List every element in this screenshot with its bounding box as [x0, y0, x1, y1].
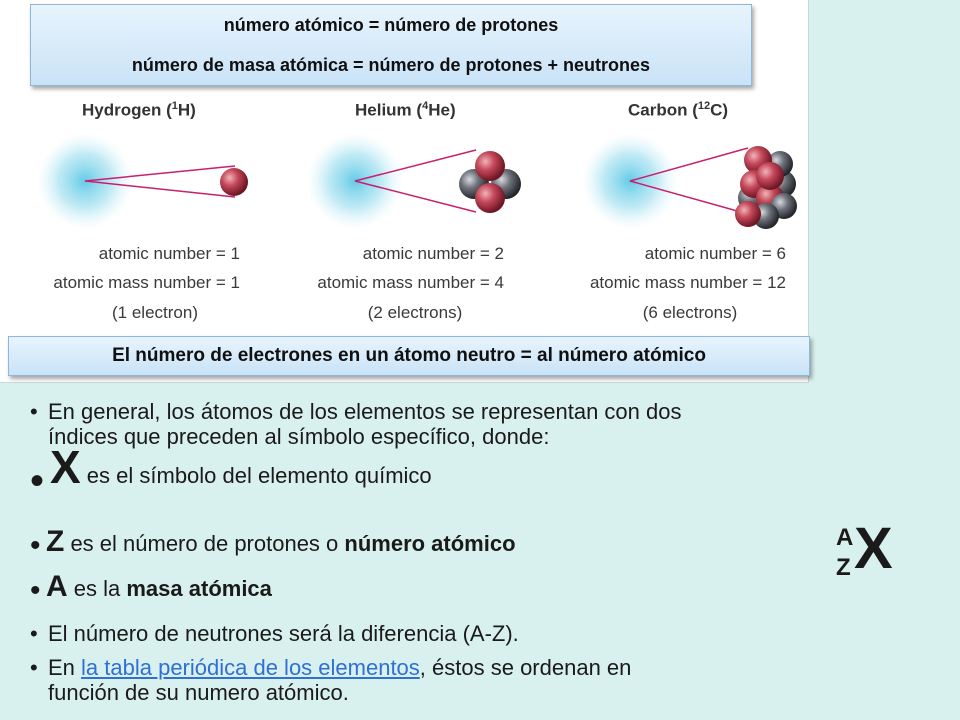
hydrogen-electrons: (1 electron) — [112, 303, 198, 322]
proton — [735, 201, 761, 227]
bullet-dot: • — [30, 529, 41, 562]
helium-mass-number: atomic mass number = 4 — [317, 273, 504, 292]
hydrogen-atom — [37, 133, 248, 229]
definition-mass-number: número de masa atómica = número de protones + neutrones — [131, 55, 651, 75]
atom-title-hydrogen: Hydrogen ($^1$H) — [82, 100, 196, 120]
bullet-dot: • — [30, 459, 45, 503]
bullet-dot: • — [30, 574, 41, 607]
periodic-table-link[interactable]: la tabla periódica de los elementos — [81, 655, 420, 680]
proton — [220, 168, 248, 196]
atom-title-carbon: Carbon ($^{12}$C) — [628, 100, 729, 120]
carbon-mass-number: atomic mass number = 12 — [589, 273, 786, 292]
carbon-atomic-number: atomic number = 6 — [644, 244, 786, 263]
bullet-dot: • — [30, 655, 38, 680]
symbol-x: X — [50, 441, 81, 493]
hydrogen-atomic-number: atomic number = 1 — [98, 244, 240, 263]
notation-mass-number: A — [836, 524, 854, 551]
carbon-atom — [582, 133, 797, 229]
helium-atom — [307, 133, 521, 229]
proton — [756, 162, 784, 190]
carbon-electrons: (6 electrons) — [642, 303, 738, 322]
callout-electrons: El número de electrones en un átomo neutro = al número atómico — [8, 336, 810, 376]
symbol-z: Z — [46, 525, 65, 558]
bullet-dot: • — [30, 621, 38, 646]
hydrogen-mass-number: atomic mass number = 1 — [53, 273, 240, 292]
definition-atomic-number: número atómico = número de protones — [223, 15, 559, 35]
atom-title-helium: Helium ($^4$He) — [355, 100, 456, 120]
symbol-a: A — [46, 570, 68, 603]
proton — [475, 151, 505, 181]
proton — [475, 183, 505, 213]
bullet-dot: • — [30, 399, 38, 424]
callout-definitions — [30, 4, 752, 86]
notation-element-symbol: X — [854, 516, 893, 581]
helium-atomic-number: atomic number = 2 — [362, 244, 504, 263]
atom-figure — [0, 0, 809, 383]
nuclide-notation — [828, 516, 898, 590]
notation-atomic-number: Z — [836, 554, 851, 581]
helium-electrons: (2 electrons) — [367, 303, 463, 322]
